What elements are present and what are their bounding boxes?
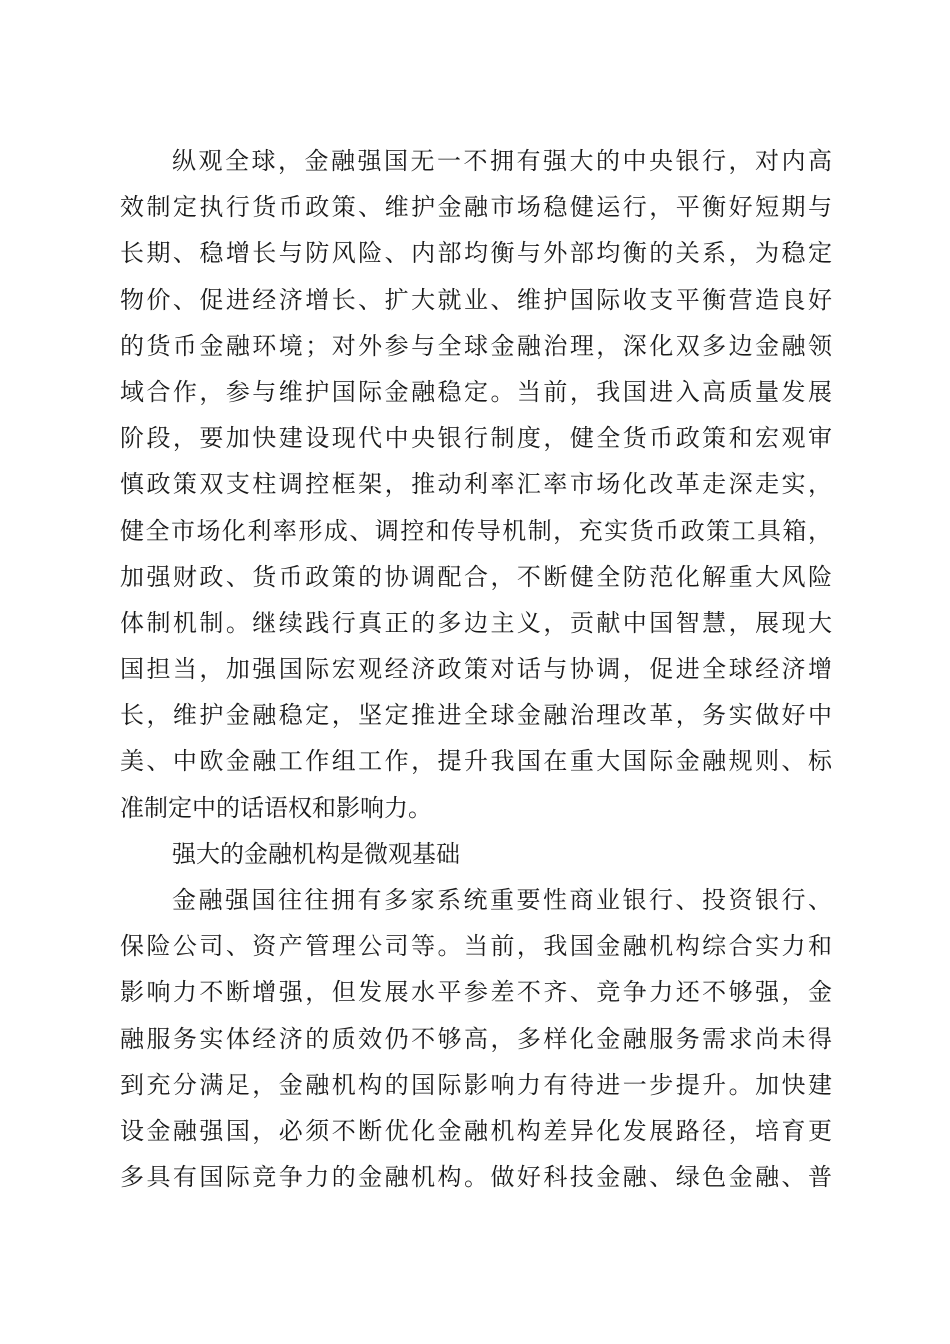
text-line: 融服务实体经济的质效仍不够高，多样化金融服务需求尚未得 — [120, 1024, 832, 1053]
text-line: 设金融强国，必须不断优化金融机构差异化发展路径，培育更 — [120, 1116, 832, 1145]
text-line: 准制定中的话语权和影响力。 — [120, 793, 432, 822]
paragraph-financial-institutions — [120, 877, 832, 1200]
section-heading: 强大的金融机构是微观基础 — [172, 839, 460, 868]
text-line: 慎政策双支柱调控框架，推动利率汇率市场化改革走深走实， — [120, 470, 832, 499]
text-line: 效制定执行货币政策、维护金融市场稳健运行，平衡好短期与 — [120, 193, 832, 222]
text-line: 国担当，加强国际宏观经济政策对话与协调，促进全球经济增 — [120, 655, 832, 684]
text-line: 美、中欧金融工作组工作，提升我国在重大国际金融规则、标 — [120, 747, 832, 776]
text-line: 金融强国往往拥有多家系统重要性商业银行、投资银行、 — [172, 886, 832, 914]
text-line: 加强财政、货币政策的协调配合，不断健全防范化解重大风险 — [120, 562, 832, 591]
document-body — [120, 138, 832, 1200]
text-line: 域合作，参与维护国际金融稳定。当前，我国进入高质量发展 — [120, 377, 832, 406]
text-line: 长，维护金融稳定，坚定推进全球金融治理改革，务实做好中 — [120, 701, 832, 730]
text-line: 到充分满足，金融机构的国际影响力有待进一步提升。加快建 — [120, 1070, 832, 1099]
text-line: 物价、促进经济增长、扩大就业、维护国际收支平衡营造良好 — [120, 285, 832, 314]
text-line: 健全市场化利率形成、调控和传导机制，充实货币政策工具箱， — [120, 516, 832, 545]
text-line: 纵观全球，金融强国无一不拥有强大的中央银行，对内高 — [172, 147, 832, 175]
text-line: 阶段，要加快建设现代中央银行制度，健全货币政策和宏观审 — [120, 424, 832, 453]
text-line: 保险公司、资产管理公司等。当前，我国金融机构综合实力和 — [120, 932, 832, 961]
text-line: 的货币金融环境；对外参与全球金融治理，深化双多边金融领 — [120, 331, 832, 360]
text-line: 多具有国际竞争力的金融机构。做好科技金融、绿色金融、普 — [120, 1163, 832, 1192]
text-line: 影响力不断增强，但发展水平参差不齐、竞争力还不够强，金 — [120, 978, 832, 1007]
paragraph-central-bank — [120, 138, 832, 831]
text-line: 体制机制。继续践行真正的多边主义，贡献中国智慧，展现大 — [120, 608, 832, 637]
text-line: 长期、稳增长与防风险、内部均衡与外部均衡的关系，为稳定 — [120, 239, 832, 268]
